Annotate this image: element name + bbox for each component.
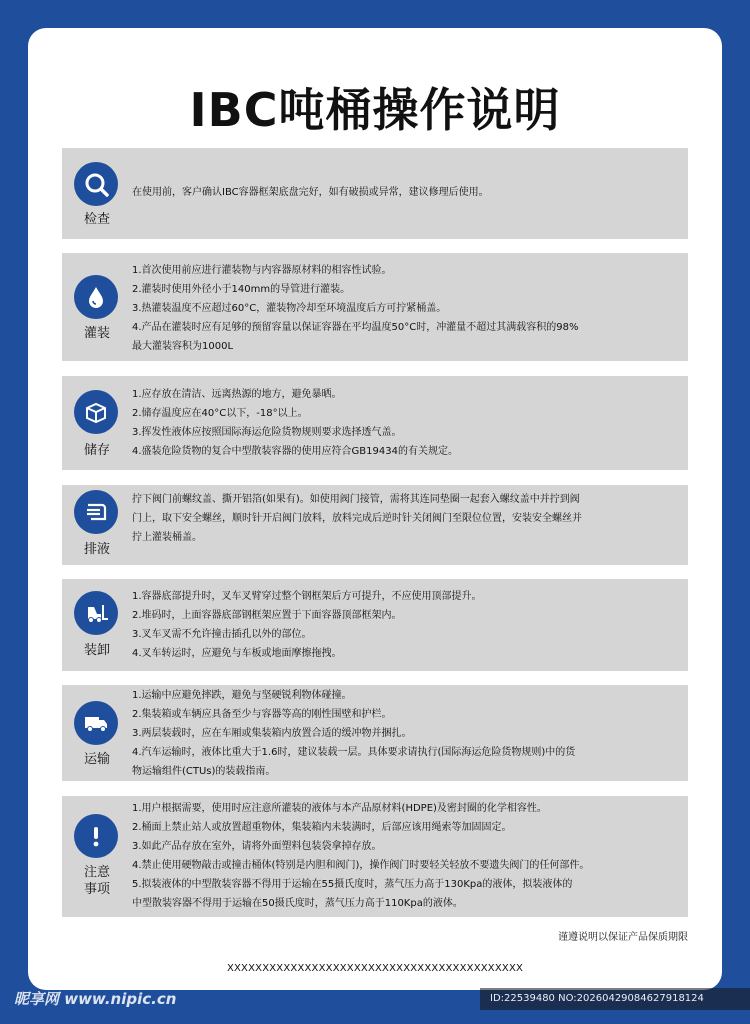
section-text: 拧下阀门前螺纹盖、撕开铝箔(如果有)。如使用阀门接管，需将其连同垫圈一起套入螺纹盖中并拧到阀 门上，取下安全螺丝，顺时针开启阀门放料，放料完成后逆时针关闭阀门至限位位置，安装安全螺丝并 拧上灌装桶盖。 — [132, 494, 582, 543]
section-transport — [62, 685, 688, 781]
section-text: 1.运输中应避免摔跌，避免与坚硬锐利物体碰撞。 2.集装箱或车辆应具备至少与容器等高的刚性围壁和护栏。 3.两层装载时，应在车厢或集装箱内放置合适的缓冲物并捆扎。 4.汽车运输时，液体比重大于1.6时，建议装载一层。具体要求请执行(国际海运危险货物规则)中的货 物运输组件(CTUs)的装载指南。 — [132, 690, 576, 777]
section-storage — [62, 376, 688, 470]
section-fill — [62, 253, 688, 361]
section-inspect — [62, 148, 688, 239]
drain-icon — [74, 490, 118, 534]
section-label: 排液 — [83, 542, 110, 557]
box-icon — [74, 390, 118, 434]
exclamation-icon — [74, 814, 118, 858]
section-drain — [62, 485, 688, 565]
section-text: 1.应存放在清洁、远离热源的地方，避免暴晒。 2.储存温度应在40°C以下，-18°以上。 3.挥发性液体应按照国际海运危险货物规则要求选择透气盖。 4.盛装危险货物的复合中型散装容器的使用应符合GB19434的有关规定。 — [132, 389, 458, 457]
watermark-logo: 昵享网 www.nipic.cn — [14, 990, 177, 1008]
footer-note: 谨遵说明以保证产品保质期限 — [558, 932, 688, 943]
section-notice — [62, 796, 688, 917]
section-text: 1.首次使用前应进行灌装物与内容器原材料的相容性试验。 2.灌装时使用外径小于140mm的导管进行灌装。 3.热灌装温度不应超过60°C，灌装物冷却至环境温度后方可拧紧桶盖。 4.产品在灌装时应有足够的预留容量以保证容器在平均温度50°C时，冲灌量不超过其满载容积的98% 最大灌装容积为1000L — [132, 265, 579, 352]
placeholder-line: XXXXXXXXXXXXXXXXXXXXXXXXXXXXXXXXXXXXXXXXXX — [226, 963, 524, 974]
section-label: 灌装 — [83, 326, 110, 341]
truck-icon — [74, 701, 118, 745]
section-text: 1.用户根据需要，使用时应注意所灌装的液体与本产品原材料(HDPE)及密封圈的化学相容性。 2.桶面上禁止站人或放置超重物体，集装箱内未装满时，后部应该用绳索等加固固定。 3.如此产品存放在室外，请将外面塑料包装袋拿掉存放。 4.禁止使用硬物敲击或撞击桶体(特别是内胆和阀门)，操作阀门时要轻关轻放不要遗失阀门的任何部件。 5.拟装液体的中型散装容器不得用于运输在55摄氏度时，蒸气压力高于130Kpa的液体，拟装液体的 中型散装容器不得用于运输在50摄氏度时，蒸气压力高于110Kpa的液体。 — [132, 803, 590, 909]
section-label: 储存 — [83, 443, 110, 458]
section-label: 检查 — [83, 212, 110, 227]
section-label: 注意 事项 — [83, 865, 110, 897]
section-label: 运输 — [83, 752, 110, 767]
section-handling — [62, 579, 688, 671]
water-drop-icon — [74, 275, 118, 319]
section-text: 1.容器底部提升时，叉车叉臂穿过整个钢框架后方可提升，不应使用顶部提升。 2.堆码时，上面容器底部钢框架应置于下面容器顶部框架内。 3.叉车叉需不允许撞击插孔以外的部位。 4.叉车转运时，应避免与车板或地面摩擦拖拽。 — [132, 591, 482, 659]
section-text: 在使用前，客户确认IBC容器框架底盘完好，如有破损或异常，建议修理后使用。 — [132, 187, 489, 198]
section-label: 装卸 — [83, 643, 110, 658]
magnifier-icon — [74, 162, 118, 206]
page-title: IBC吨桶操作说明 — [189, 83, 561, 137]
watermark-id: ID:22539480 NO:20260429084627918124 — [480, 988, 750, 1010]
forklift-icon — [74, 591, 118, 635]
